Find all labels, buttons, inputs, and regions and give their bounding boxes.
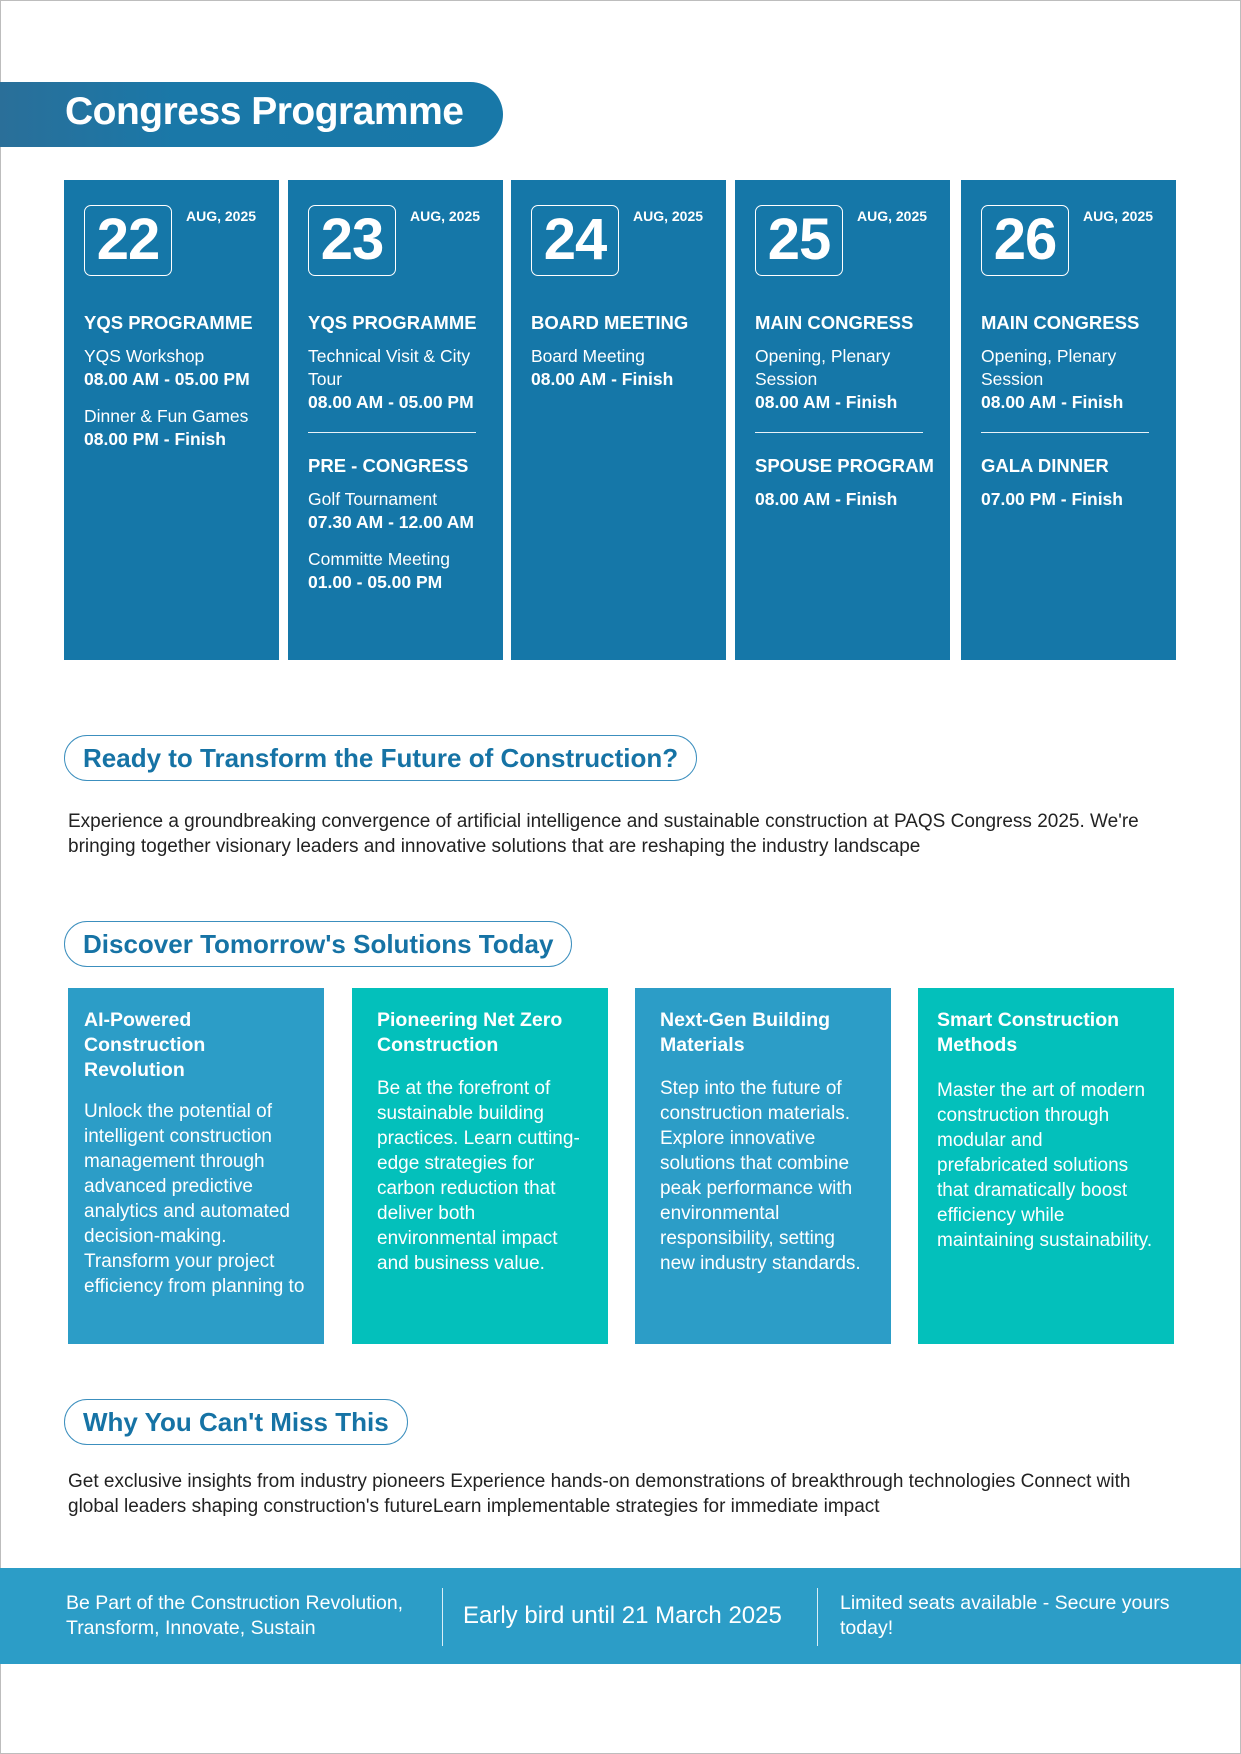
event-section	[308, 455, 498, 593]
event-section	[308, 312, 498, 413]
feature-title: AI-Powered Construction Revolution	[84, 1009, 206, 1081]
limited-seats-notice: Limited seats available - Secure yours today!	[840, 1592, 1170, 1639]
event-item	[308, 488, 498, 533]
event-item	[308, 548, 498, 593]
section-divider	[308, 432, 476, 433]
event-name: Opening, Plenary Session	[981, 346, 1117, 389]
day-card	[735, 180, 950, 660]
event-section-heading: PRE - CONGRESS	[308, 455, 469, 476]
feature-card-net-zero	[352, 988, 608, 1344]
day-month: AUG, 2025	[186, 208, 257, 224]
day-card	[961, 180, 1176, 660]
footer-slogan: Be Part of the Construction Revolution, Transform, Innovate, Sustain	[66, 1592, 404, 1639]
event-section-heading: BOARD MEETING	[531, 312, 689, 333]
event-section-heading: YQS PROGRAMME	[84, 312, 253, 333]
event-item	[981, 488, 1171, 510]
day-month: AUG, 2025	[410, 208, 481, 224]
event-section	[531, 312, 721, 390]
feature-card-smart-methods	[918, 988, 1174, 1344]
feature-description: Step into the future of construction materials. Explore innovative solutions that combine peak performance with environmental responsibility, setting new industry standards.	[660, 1078, 861, 1274]
why-paragraph: Get exclusive insights from industry pioneers Experience hands-on demonstrations of breakthrough technologies Connect with global leaders shaping construction's futureLearn implementable strategies for immediate impact	[68, 1471, 1131, 1517]
event-name: Board Meeting	[531, 346, 645, 366]
event-time: 01.00 - 05.00 PM	[308, 572, 443, 592]
day-number: 26	[981, 205, 1069, 276]
event-section-heading: GALA DINNER	[981, 455, 1109, 476]
event-name: Dinner & Fun Games	[84, 406, 249, 426]
feature-description: Unlock the potential of intelligent construction management through advanced predictive analytics and automated decision-making. Transform your project efficiency from planning to	[84, 1101, 305, 1297]
footer-divider	[442, 1588, 443, 1646]
event-section	[84, 312, 274, 450]
section-divider	[981, 432, 1149, 433]
event-name: Opening, Plenary Session	[755, 346, 891, 389]
day-card	[288, 180, 503, 660]
transform-heading: Ready to Transform the Future of Construction?	[64, 735, 697, 781]
event-name: Golf Tournament	[308, 489, 438, 509]
event-item	[531, 345, 721, 390]
event-section	[981, 455, 1171, 510]
day-month: AUG, 2025	[1083, 208, 1154, 224]
feature-title: Next-Gen Building Materials	[660, 1009, 831, 1056]
event-section-heading: MAIN CONGRESS	[981, 312, 1140, 333]
event-time: 08.00 AM - 05.00 PM	[84, 369, 250, 389]
feature-card-ai	[68, 988, 324, 1344]
day-number: 23	[308, 205, 396, 276]
feature-card-materials	[635, 988, 891, 1344]
day-number: 22	[84, 205, 172, 276]
event-name: YQS Workshop	[84, 346, 205, 366]
event-time: 08.00 AM - Finish	[531, 369, 674, 389]
day-events	[755, 312, 945, 525]
event-time: 08.00 AM - 05.00 PM	[308, 392, 474, 412]
event-item	[755, 488, 945, 510]
day-events	[308, 312, 498, 608]
transform-paragraph: Experience a groundbreaking convergence of artificial intelligence and sustainable construction at PAQS Congress 2025. We're bringing together visionary leaders and innovative solutions that are reshaping the industry landscape	[68, 811, 1139, 857]
day-month: AUG, 2025	[857, 208, 928, 224]
day-card	[511, 180, 726, 660]
day-number: 24	[531, 205, 619, 276]
event-time: 08.00 AM - Finish	[755, 392, 898, 412]
day-month: AUG, 2025	[633, 208, 704, 224]
day-events	[531, 312, 721, 405]
feature-title: Pioneering Net Zero Construction	[377, 1009, 563, 1056]
event-item	[755, 345, 945, 413]
feature-description: Be at the forefront of sustainable building practices. Learn cutting-edge strategies for carbon reduction that deliver both environmental impact and business value.	[377, 1078, 580, 1274]
event-time: 08.00 AM - Finish	[981, 392, 1124, 412]
day-number: 25	[755, 205, 843, 276]
day-card	[64, 180, 279, 660]
footer-divider	[817, 1588, 818, 1646]
page-title: Congress Programme	[65, 90, 464, 133]
early-bird-notice: Early bird until 21 March 2025	[463, 1602, 782, 1629]
event-item	[981, 345, 1171, 413]
event-section	[981, 312, 1171, 413]
event-item	[308, 345, 498, 413]
feature-description: Master the art of modern construction through modular and prefabricated solutions that dramatically boost efficiency while maintaining sustainability.	[937, 1080, 1153, 1251]
title-banner	[0, 82, 503, 147]
event-time: 08.00 AM - Finish	[755, 489, 898, 509]
event-item	[84, 405, 274, 450]
section-divider	[755, 432, 923, 433]
event-time: 07.00 PM - Finish	[981, 489, 1123, 509]
event-time: 08.00 PM - Finish	[84, 429, 226, 449]
event-name: Committe Meeting	[308, 549, 450, 569]
event-section	[755, 455, 945, 510]
feature-title: Smart Construction Methods	[937, 1009, 1120, 1056]
why-heading: Why You Can't Miss This	[64, 1399, 408, 1445]
day-events	[981, 312, 1171, 525]
event-section-heading: MAIN CONGRESS	[755, 312, 914, 333]
event-section	[755, 312, 945, 413]
footer-banner	[0, 1568, 1241, 1664]
event-item	[84, 345, 274, 390]
event-section-heading: YQS PROGRAMME	[308, 312, 477, 333]
event-name: Technical Visit & City Tour	[308, 346, 471, 389]
day-events	[84, 312, 274, 465]
event-time: 07.30 AM - 12.00 AM	[308, 512, 474, 532]
discover-heading: Discover Tomorrow's Solutions Today	[64, 921, 572, 967]
event-section-heading: SPOUSE PROGRAM	[755, 455, 934, 476]
